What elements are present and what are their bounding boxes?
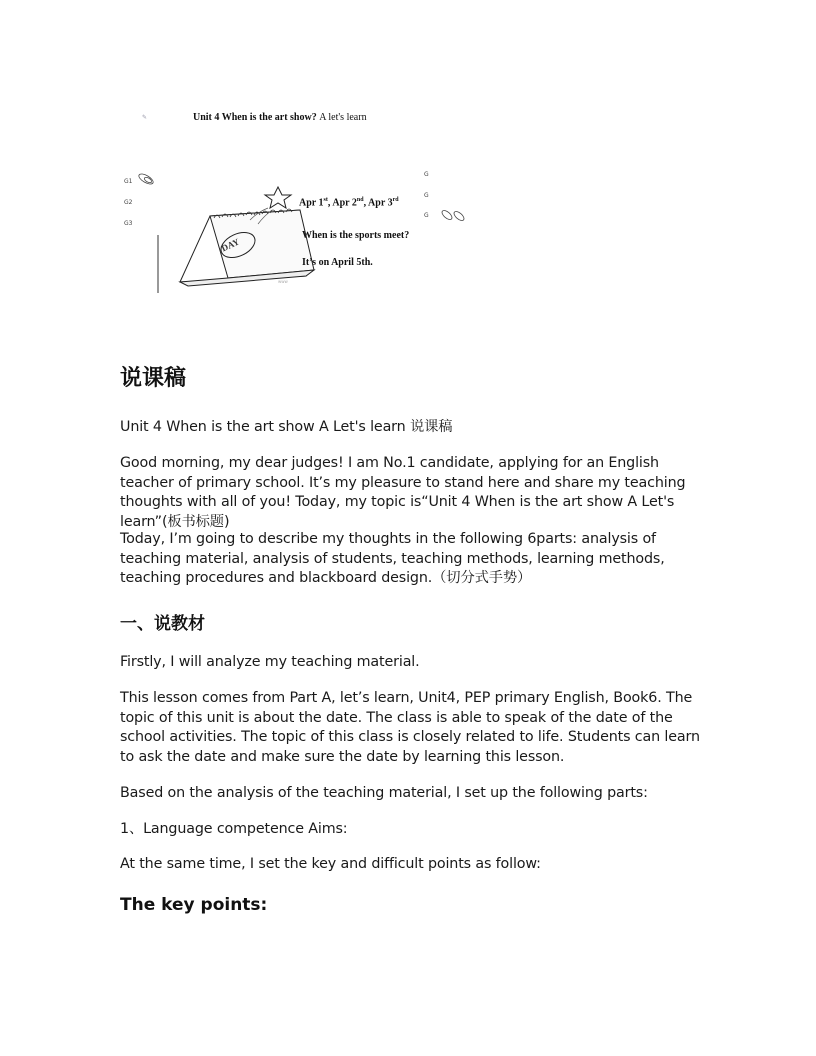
group-label-g3: G3 — [124, 220, 133, 227]
right-label-1: G — [424, 171, 429, 178]
page-heading: 说课稿 — [120, 366, 187, 391]
svg-text:www: www — [278, 279, 288, 284]
key-points-heading: The key points: — [120, 895, 268, 915]
firstly-paragraph: Firstly, I will analyze my teaching material. — [120, 654, 420, 670]
group-label-g1: G1 — [124, 178, 133, 185]
intro-paragraph: Good morning, my dear judges! I am No.1 candidate, applying for an English teacher of primary school. It’s my pleasure to stand here and share my teaching thoughts with all of you! Today, my topic is“Unit 4 When is the art show A Let's learn”(板书标题) — [120, 455, 686, 530]
small-icon: ✎ — [142, 114, 148, 121]
figure-question: When is the sports meet? — [302, 230, 410, 241]
star-icon — [265, 187, 291, 208]
subtitle: Unit 4 When is the art show A Let's learn 说课稿 — [120, 419, 453, 435]
section-heading-textbook: 一、说教材 — [120, 614, 205, 634]
key-difficult-paragraph: At the same time, I set the key and difficult points as follow: — [120, 856, 541, 872]
lesson-illustration — [118, 100, 488, 305]
figure-answer: It’s on April 5th. — [302, 257, 373, 268]
right-label-3: G — [424, 212, 429, 219]
aims-paragraph: 1、Language competence Aims: — [120, 821, 348, 837]
pointer-icon — [137, 172, 154, 186]
pointer-icons-right — [440, 209, 465, 222]
parts-paragraph: Today, I’m going to describe my thoughts in the following 6parts: analysis of teaching material, analysis of students, teaching methods, learning methods, teaching procedures and blackboard design.（切分式手势） — [120, 531, 665, 586]
calendar-word: DAY — [219, 236, 241, 254]
figure-title-suffix: A let's learn — [319, 112, 367, 123]
based-paragraph: Based on the analysis of the teaching material, I set up the following parts: — [120, 785, 648, 801]
group-label-g2: G2 — [124, 199, 133, 206]
calendar-icon — [180, 209, 314, 286]
dates-line: Apr 1st, Apr 2nd, Apr 3rd — [299, 197, 399, 209]
figure-title-main: Unit 4 When is the art show? — [193, 112, 317, 123]
lesson-paragraph: This lesson comes from Part A, let’s learn, Unit4, PEP primary English, Book6. The topic of this unit is about the date. The class is able to speak of the date of the school activities. The topic of this class is closely related to life. Students can learn to ask the date and make sure the date by learning this lesson. — [120, 690, 700, 765]
right-label-2: G — [424, 192, 429, 199]
